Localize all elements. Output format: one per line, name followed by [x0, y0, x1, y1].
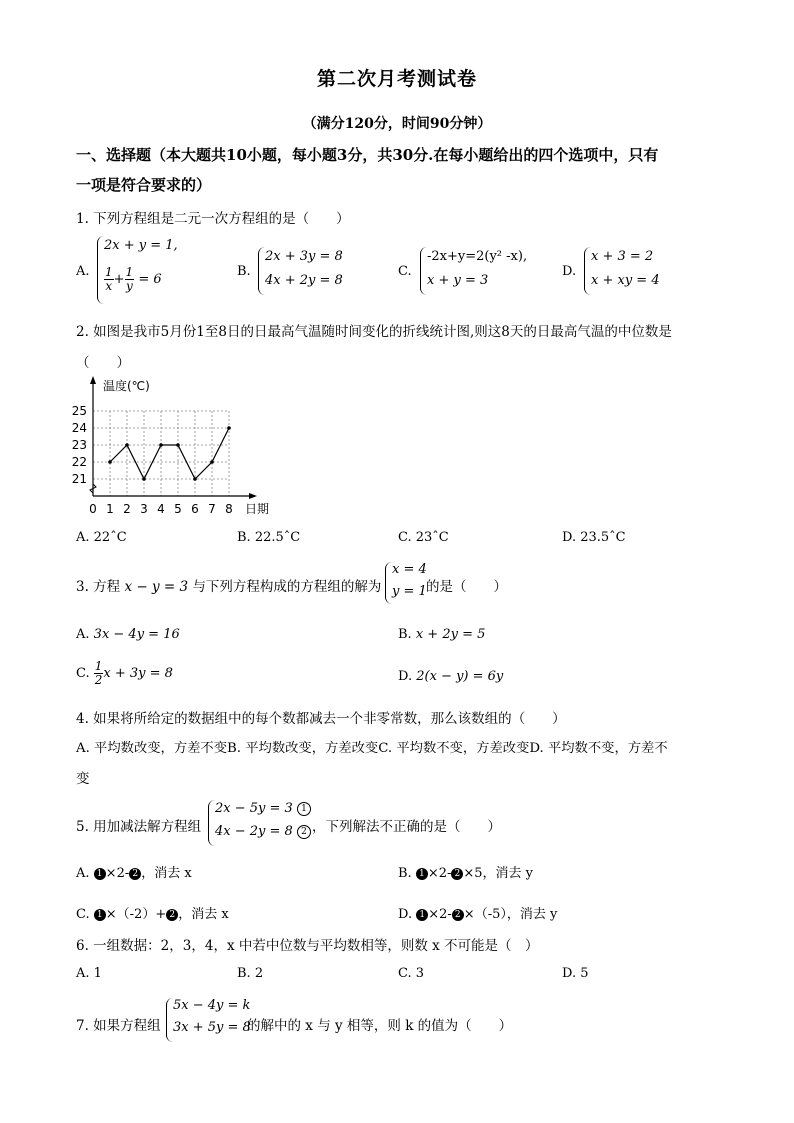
q3-sys-line2: y = 1 — [392, 584, 427, 599]
data-point — [108, 460, 112, 464]
x-tick-label: 8 — [225, 502, 233, 516]
q1-b-line2: 4x + 2y = 8 — [265, 273, 343, 288]
q1-a-frac2: $\frac{1}{y}$ — [125, 265, 134, 293]
q1-option-d-system — [584, 247, 685, 295]
filled-circle-two-icon: 2 — [451, 868, 463, 880]
q7-sys-line2: 3x + 5y = 8 — [173, 1020, 251, 1035]
q3-stem-post: 的是（ ） — [426, 579, 507, 595]
q6-option-b: B. 2 — [237, 966, 264, 981]
q1-option-a-system — [97, 236, 198, 304]
y-axis-arrow-icon — [90, 376, 96, 384]
q1-stem: 1. 下列方程组是二元一次方程组的是（ ） — [76, 211, 350, 227]
y-tick-label: 24 — [71, 421, 87, 435]
filled-circle-one-icon: 1 — [416, 909, 428, 921]
filled-circle-one-icon: 1 — [416, 868, 428, 880]
chart-series — [108, 426, 231, 481]
q4-options-line1: A. 平均数改变，方差不变B. 平均数改变，方差改变C. 平均数不变，方差改变D. 平均数不变，方差不 — [76, 741, 668, 756]
y-tick-label: 21 — [71, 472, 87, 486]
data-point — [125, 443, 129, 447]
q1-a-line1: 2x + y = 1, — [104, 238, 178, 253]
data-point — [142, 477, 146, 481]
circled-two-icon: 2 — [297, 825, 311, 839]
q7-sys-line1: 5x − 4y = k — [173, 998, 251, 1013]
q2-option-a: A. 22ˆC — [76, 530, 127, 545]
x-tick-label: 5 — [174, 502, 182, 516]
q4-options-line2: 变 — [76, 771, 90, 787]
q5-option-d: D. 1 ×2- 2 ×（-5），消去 y — [398, 907, 558, 922]
y-tick-label: 22 — [71, 455, 87, 469]
x-axis-arrow-icon — [249, 493, 257, 499]
q1-c-line2: x + y = 3 — [427, 273, 489, 288]
x-tick-label: 3 — [140, 502, 148, 516]
q5-stem-pre: 5. 用加减法解方程组 — [76, 819, 202, 835]
q1-c-line1: -2x+y=2(y² -x), — [427, 249, 528, 264]
x-tick-label: 1 — [106, 502, 114, 516]
q1-d-line1: x + 3 = 2 — [591, 249, 654, 264]
data-point — [159, 443, 163, 447]
q3-stem-equation: x − y = 3 — [124, 579, 189, 595]
q6-option-d: D. 5 — [562, 966, 589, 981]
q3-option-b: B. x + 2y = 5 — [398, 627, 486, 642]
filled-circle-two-icon: 2 — [129, 868, 141, 880]
q3-stem-mid: 与下列方程构成的方程组的解为 — [192, 579, 382, 595]
q3-option-d: D. 2(x − y) = 6y — [398, 669, 504, 684]
q6-option-c: C. 3 — [398, 966, 425, 981]
q1-option-d-label: D. — [562, 264, 577, 279]
filled-circle-one-icon: 1 — [94, 909, 106, 921]
filled-circle-two-icon: 2 — [166, 909, 178, 921]
data-point — [193, 477, 197, 481]
q3-option-c: C. $\frac{1}{2}$ x + 3y = 8 — [76, 659, 173, 687]
y-tick-label: 23 — [71, 438, 87, 452]
y-axis-label: 温度(℃) — [103, 379, 150, 393]
q1-option-c-system — [420, 247, 551, 295]
data-point — [227, 426, 231, 430]
q1-a-frac1: $\frac{1}{x}$ — [105, 265, 113, 293]
q5-option-a: A. 1 ×2- 2 ，消去 x — [76, 866, 192, 881]
q3-sys-line1: x = 4 — [392, 562, 427, 577]
q1-b-line1: 2x + 3y = 8 — [265, 249, 343, 264]
q4-stem: 4. 如果将所给定的数据组中的每个数都减去一个非零常数，那么该数组的（ ） — [76, 711, 566, 727]
q5-system — [208, 800, 309, 846]
filled-circle-two-icon: 2 — [452, 909, 464, 921]
chart-axes — [90, 376, 257, 499]
section-header-line2: 一项是符合要求的） — [76, 176, 212, 194]
temperature-line-chart — [70, 374, 290, 524]
x-tick-label: 6 — [191, 502, 199, 516]
data-point — [210, 460, 214, 464]
q5-stem-post: ，下列解法不正确的是（ ） — [312, 819, 501, 835]
q2-stem-line1: 2. 如图是我市5月份1至8日的日最高气温随时间变化的折线统计图,则这8天的日最高气温的中位数是 — [76, 324, 672, 340]
series-line — [110, 428, 229, 479]
q1-option-c-label: C. — [398, 264, 412, 279]
q5-option-c: C. 1 ×（-2）+ 2 ，消去 x — [76, 907, 229, 922]
q7-stem-post: 的解中的 x 与 y 相等，则 k 的值为（ ） — [247, 1018, 513, 1034]
q6-option-a: A. 1 — [76, 966, 102, 981]
q1-a-line2: $\frac{1}{x}$ + $\frac{1}{y}$ = 6 — [105, 265, 162, 293]
q2-option-c: C. 23ˆC — [398, 530, 449, 545]
q3-stem-pre: 3. 方程 — [76, 579, 121, 595]
chart-labels — [72, 378, 269, 516]
data-point — [176, 443, 180, 447]
section-header-line1: 一、选择题（本大题共10小题，每小题3分，共30分.在每小题给出的四个选项中，只有 — [76, 146, 659, 164]
q3-c-fraction: $\frac{1}{2}$ — [94, 659, 103, 687]
q2-option-b: B. 22.5ˆC — [237, 530, 301, 545]
q3-option-a: A. 3x − 4y = 16 — [76, 627, 180, 642]
x-axis-label: 日期 — [245, 502, 270, 516]
y-tick-label: 25 — [71, 404, 87, 418]
q5-sys-line2: 4x − 2y = 8 2 — [215, 824, 311, 839]
q2-stem-line2: （ ） — [76, 355, 130, 371]
x-tick-label: 4 — [157, 502, 165, 516]
q6-stem: 6. 一组数据：2，3，4，x 中若中位数与平均数相等，则数 x 不可能是（ ） — [76, 938, 539, 954]
page-subtitle: （满分120分，时间90分钟） — [302, 116, 492, 132]
q1-option-b-system — [258, 247, 359, 295]
chart-grid — [93, 411, 229, 496]
q1-option-b-label: B. — [237, 264, 251, 279]
q1-d-line2: x + xy = 4 — [591, 273, 660, 288]
q5-option-b: B. 1 ×2- 2 ×5，消去 y — [398, 866, 534, 881]
filled-circle-one-icon: 1 — [94, 868, 106, 880]
x-tick-label: 2 — [123, 502, 131, 516]
q7-system — [166, 998, 251, 1042]
q5-sys-line1: 2x − 5y = 3 1 — [215, 801, 311, 816]
q3-stem — [76, 575, 381, 595]
q3-solution-system — [385, 562, 426, 604]
x-tick-label: 7 — [208, 502, 216, 516]
page-title: 第二次月考测试卷 — [316, 68, 477, 90]
circled-one-icon: 1 — [297, 802, 311, 816]
q1-option-a-label: A. — [76, 264, 90, 279]
q7-stem-pre: 7. 如果方程组 — [76, 1018, 161, 1034]
x-tick-label: 0 — [89, 502, 97, 516]
q2-option-d: D. 23.5ˆC — [562, 530, 626, 545]
